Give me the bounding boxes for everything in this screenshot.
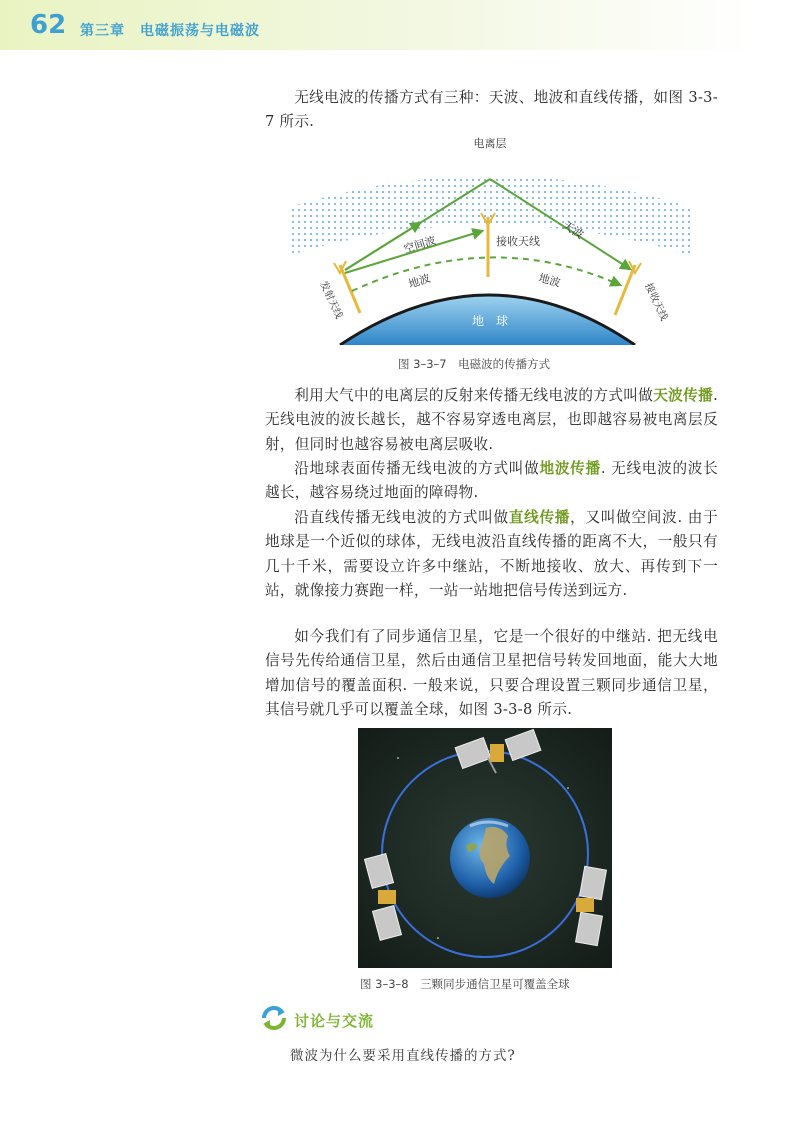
star-2	[567, 787, 569, 789]
earth-label: 地 球	[471, 314, 509, 328]
ground-wave-path	[352, 257, 620, 291]
star-1	[397, 757, 399, 759]
ground-wave-label-left: 地波	[406, 271, 432, 291]
satellite-figure	[358, 728, 612, 968]
sky-wave-paragraph: 利用大气中的电离层的反射来传播无线电波的方式叫做天波传播. 无线电波的波长越长，越不容易穿透电离层，也即越容易被电离层反射，但同时也越容易被电离层吸收.	[265, 387, 719, 453]
keyword-sky-wave: 天波传播	[653, 387, 714, 404]
space-wave-label: 空间波	[402, 233, 438, 256]
page-header	[0, 0, 800, 50]
ground-wave-label-right: 地波	[537, 271, 562, 290]
receive-antenna-right-icon	[615, 261, 641, 315]
satellite-paragraph: 如今我们有了同步通信卫星，它是一个很好的中继站. 把无线电信号先传给通信卫星，然后由通信卫星把信号转发回地面，能大大地增加信号的覆盖面积. 一般来说，只要合理设置三颗同步通信卫星，其信号就几乎可以覆盖全球，如图 3-3-8 所示.	[265, 628, 718, 718]
chapter-title: 第三章 电磁振荡与电磁波	[80, 23, 260, 39]
sky-wave-label: 天波	[560, 218, 586, 242]
receive-antenna-center-label: 接收天线	[496, 235, 540, 248]
star-3	[437, 937, 439, 939]
ground-wave-paragraph: 沿地球表面传播无线电波的方式叫做地波传播. 无线电波的波长越长，越容易绕过地面的障碍物.	[265, 460, 719, 502]
transmit-antenna-label: 发射天线	[317, 279, 345, 321]
ionosphere-band	[290, 176, 690, 255]
line-of-sight-paragraph: 沿直线传播无线电波的方式叫做直线传播，又叫做空间波. 由于地球是一个近似的球体，无线电波沿直线传播的距离不大，一般只有几十千米，需要设立许多中继站，不断地接收、放大、再传到下一站，就像接力赛跑一样，一站一站地把信号传送到远方.	[265, 509, 718, 599]
keyword-line-of-sight: 直线传播	[508, 509, 571, 526]
figure2-caption: 图 3–3–8 三颗同步通信卫星可覆盖全球	[360, 977, 570, 991]
discussion-icon	[258, 1002, 290, 1034]
ionosphere-label: 电离层	[473, 137, 507, 150]
intro-paragraph: 无线电波的传播方式有三种：天波、地波和直线传播，如图 3-3-7 所示.	[265, 89, 718, 131]
page-number: 62	[30, 10, 67, 40]
receive-antenna-right-label: 接收天线	[642, 281, 670, 323]
discussion-question: 微波为什么要采用直线传播的方式?	[290, 1048, 516, 1064]
keyword-ground-wave: 地波传播	[539, 460, 601, 477]
discussion-title: 讨论与交流	[294, 1012, 375, 1030]
figure1-caption: 图 3–3–7 电磁波的传播方式	[398, 357, 551, 371]
propagation-figure	[290, 135, 690, 345]
